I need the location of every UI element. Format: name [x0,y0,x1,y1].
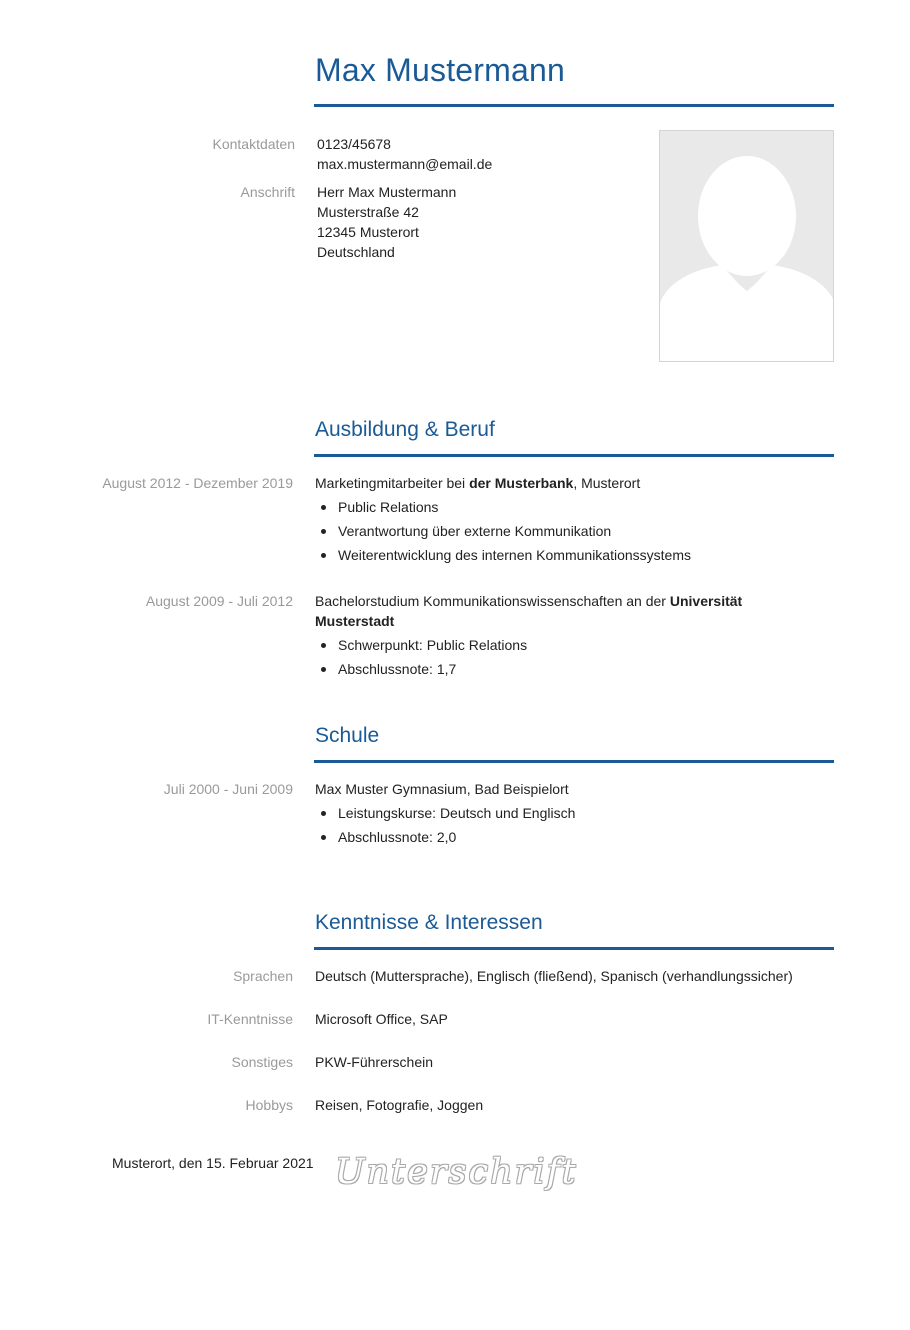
skill-label: Sprachen [233,968,293,984]
career-description-text: Marketingmitarbeiter bei [315,475,470,491]
contact-label: Kontaktdaten [212,136,295,152]
section-title-school: Schule [315,724,380,747]
skill-label: IT-Kenntnisse [207,1011,293,1027]
person-silhouette-icon [660,131,834,362]
skill-value: Microsoft Office, SAP [315,1011,448,1027]
list-item: Verantwortung über externe Kommunikation [315,519,691,543]
cv-name-heading: Max Mustermann [315,52,565,88]
career-bullet-list [315,633,527,681]
address-line: Herr Max Mustermann [317,184,457,200]
skills-divider [314,947,834,950]
address-line: Deutschland [317,244,395,260]
career-dates: August 2009 - Juli 2012 [145,593,293,609]
section-title-career: Ausbildung & Beruf [315,418,495,441]
list-item: Leistungskurse: Deutsch und Englisch [315,801,575,825]
university-name: Universität Musterstadt [315,593,743,629]
phone-number: 0123/45678 [317,136,391,152]
address-line: Musterstraße 42 [317,204,419,220]
school-description: Max Muster Gymnasium, Bad Beispielort [315,781,569,797]
list-item: Public Relations [315,495,691,519]
employer-name: der Musterbank [469,475,574,491]
skill-value: PKW-Führerschein [315,1054,434,1070]
name-divider [314,104,834,107]
skill-value: Reisen, Fotografie, Joggen [315,1097,484,1113]
address-line: 12345 Musterort [317,224,419,240]
list-item: Weiterentwicklung des internen Kommunikationssystems [315,543,691,567]
list-item: Abschlussnote: 1,7 [315,657,527,681]
school-divider [314,760,834,763]
career-bullet-list [315,495,691,567]
career-description [315,473,785,493]
school-dates: Juli 2000 - Juni 2009 [163,781,293,797]
skill-value: Deutsch (Muttersprache), Englisch (fließend), Spanisch (verhandlungssicher) [315,968,793,984]
career-description-text: , Musterort [573,475,641,491]
skill-label: Sonstiges [231,1054,293,1070]
list-item: Abschlussnote: 2,0 [315,825,575,849]
career-description [315,591,785,631]
signature: Unterschrift [335,1152,578,1192]
career-dates: August 2012 - Dezember 2019 [102,475,293,491]
address-label: Anschrift [240,184,295,200]
list-item: Schwerpunkt: Public Relations [315,633,527,657]
email-address: max.mustermann@email.de [317,156,493,172]
section-title-skills: Kenntnisse & Interessen [315,911,543,934]
place-and-date: Musterort, den 15. Februar 2021 [112,1155,314,1171]
profile-photo-placeholder [659,130,834,362]
skill-label: Hobbys [245,1097,293,1113]
school-bullet-list [315,801,575,849]
career-divider [314,454,834,457]
career-description-text: Bachelorstudium Kommunikationswissenschaften an der [315,593,670,609]
